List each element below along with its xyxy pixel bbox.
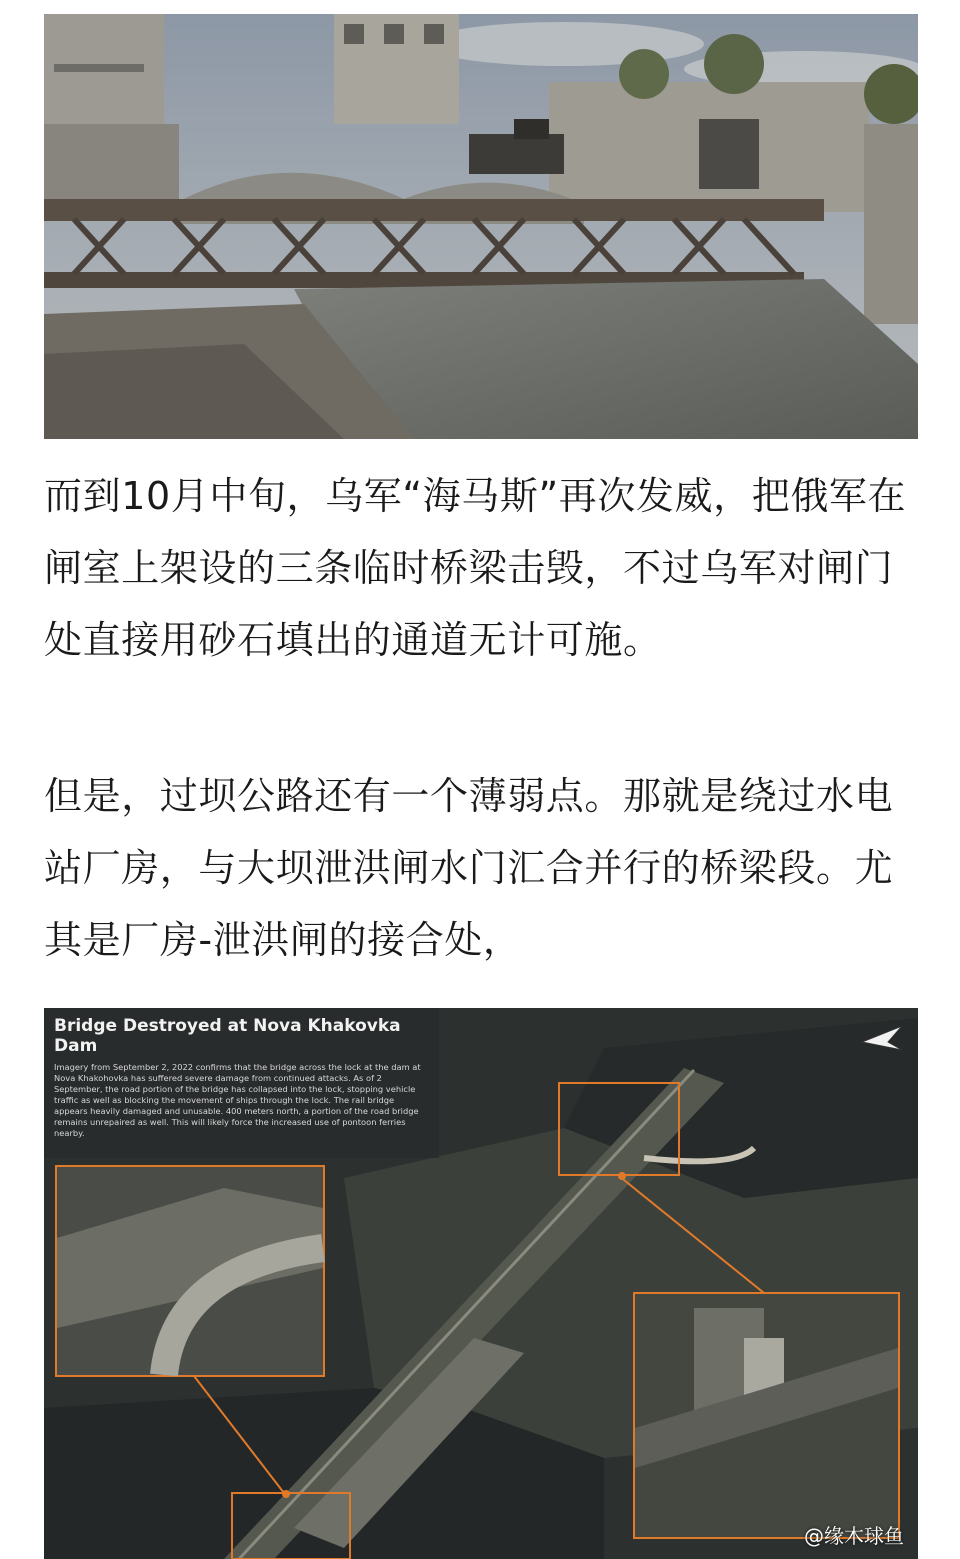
article-paragraph: 但是，过坝公路还有一个薄弱点。那就是绕过水电站厂房，与大坝泄洪闸水门汇合并行的桥梁段。尤其是厂房-泄洪闸的接合处，	[44, 774, 894, 962]
caption-body: Imagery from September 2, 2022 confirms that the bridge across the lock at the dam at Nova Khakohovka has suffered severe damage from continued attacks. As of 2 September, the road portion of the bridge has collapsed into the lock, stopping vehicle traffic as well as blocking the movement of ships through the lock. The rail bridge appears heavily damaged and unusable. 400 meters north, a portion of the road bridge remains unrepaired as well. This will likely force the increased use of pontoon ferries nearby.	[54, 1062, 421, 1138]
watermark: @缘木球鱼	[804, 1524, 904, 1548]
caption-title: Bridge Destroyed at Nova Khakovka Dam	[54, 1016, 401, 1056]
bridge-damage-illustration	[44, 14, 918, 439]
caption-panel	[44, 1008, 439, 1158]
article-paragraph: 而到10月中旬，乌军“海马斯”再次发威，把俄军在闸室上架设的三条临时桥梁击毁，不过乌军对闸门处直接用砂石填出的通道无计可施。	[44, 474, 907, 662]
satellite-image	[44, 1008, 918, 1559]
bridge-damage-photo	[44, 14, 918, 439]
north-arrow-icon	[860, 1022, 904, 1054]
